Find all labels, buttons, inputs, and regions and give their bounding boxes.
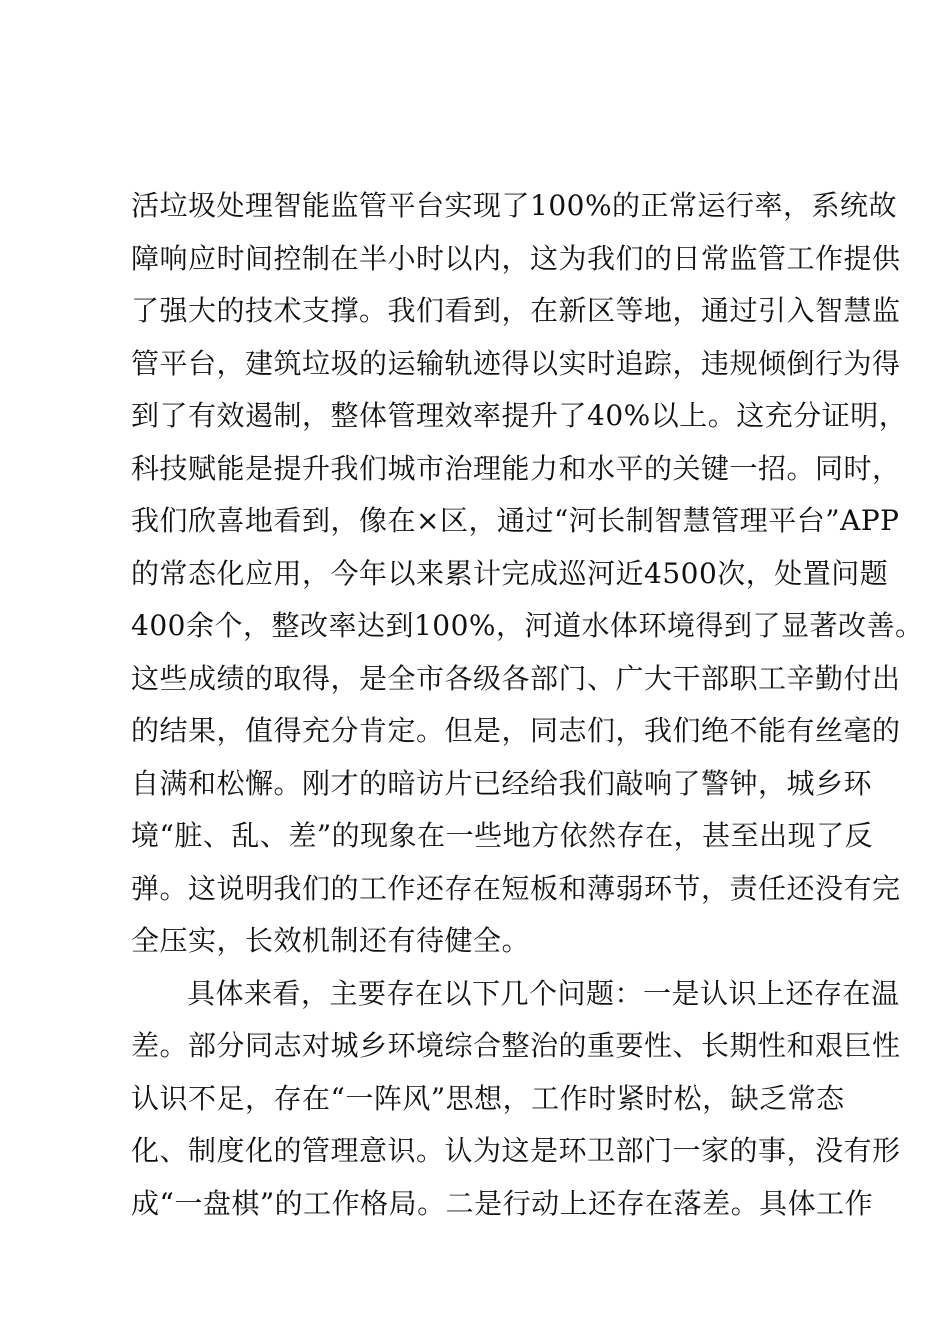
- text-line: 这些成绩的取得，是全市各级各部门、广大干部职工辛勤付出: [131, 661, 901, 695]
- text-line: 自满和松懈。刚才的暗访片已经给我们敲响了警钟，城乡环: [131, 766, 873, 800]
- text-line: 差。部分同志对城乡环境综合整治的重要性、长期性和艰巨性: [131, 1029, 901, 1062]
- text-line: 弹。这说明我们的工作还存在短板和薄弱环节，责任还没有完: [131, 871, 901, 905]
- paragraph-2: [131, 974, 901, 1237]
- text-line: 认识不足，存在“一阵风”思想，工作时紧时松，缺乏常态: [131, 1081, 845, 1115]
- text-line: 的常态化应用，今年以来累计完成巡河近4500次，处置问题: [131, 556, 889, 590]
- text-line: 境“脏、乱、差”的现象在一些地方依然存在，甚至出现了反: [131, 819, 874, 852]
- paragraph-1: [131, 186, 924, 974]
- text-line: 具体来看，主要存在以下几个问题：一是认识上还存在温: [187, 976, 900, 1010]
- text-line: 管平台，建筑垃圾的运输轨迹得以实时追踪，违规倾倒行为得: [131, 346, 901, 380]
- text-line: 活垃圾处理智能监管平台实现了100%的正常运行率，系统故: [131, 189, 898, 222]
- text-line: 400余个，整改率达到100%，河道水体环境得到了显著改善。: [131, 609, 924, 642]
- text-line: 成“一盘棋”的工作格局。二是行动上还存在落差。具体工作: [131, 1186, 874, 1220]
- text-line: 的结果，值得充分肯定。但是，同志们，我们绝不能有丝毫的: [131, 714, 901, 747]
- text-line: 了强大的技术支撑。我们看到，在新区等地，通过引入智慧监: [131, 294, 901, 327]
- text-line: 障响应时间控制在半小时以内，这为我们的日常监管工作提供: [131, 241, 901, 275]
- text-line: 科技赋能是提升我们城市治理能力和水平的关键一招。同时，: [131, 451, 901, 485]
- text-line: 我们欣喜地看到，像在×区，通过“河长制智慧管理平台”APP: [131, 504, 900, 537]
- text-line: 到了有效遏制，整体管理效率提升了40%以上。这充分证明，: [131, 399, 908, 432]
- text-line: 全压实，长效机制还有待健全。: [131, 924, 531, 957]
- body-text: [131, 186, 924, 1236]
- text-line: 化、制度化的管理意识。认为这是环卫部门一家的事，没有形: [131, 1134, 901, 1167]
